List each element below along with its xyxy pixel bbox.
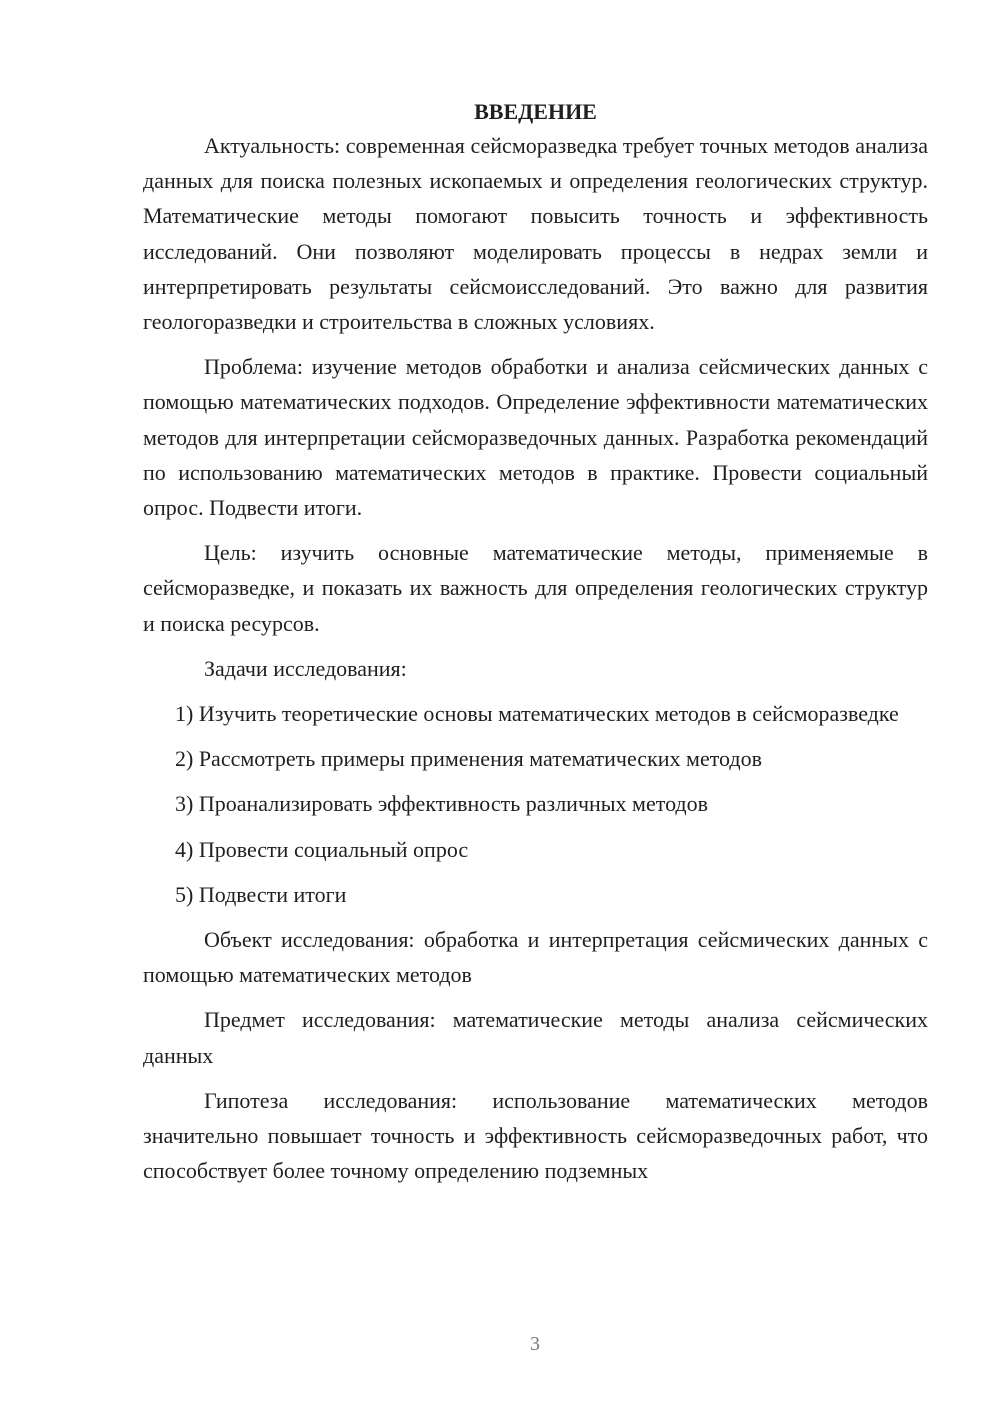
relevance-paragraph: Актуальность: современная сейсморазведка требует точных методов анализа данных для поиска полезных ископаемых и определения геологических структур. Математические методы помогают повысить точность и эффективность исследований. Они позволяют моделировать процессы в недрах земли и интерпретировать результаты сейсмоисследований. Это важно для развития геологоразведки и строительства в сложных условиях. xyxy=(143,133,928,335)
goal-paragraph: Цель: изучить основные математические методы, применяемые в сейсморазведке, и показать их важность для определения геологических структур и поиска ресурсов. xyxy=(143,540,928,636)
task-item-2: 2) Рассмотреть примеры применения математических методов xyxy=(175,746,762,772)
hypothesis-paragraph: Гипотеза исследования: использование математических методов значительно повышает точность и эффективность сейсморазведочных работ, что способствует более точному определению подземных xyxy=(143,1087,928,1184)
task-item-1: 1) Изучить теоретические основы математических методов в сейсморазведке xyxy=(175,701,899,727)
object-paragraph: Объект исследования: обработка и интерпретация сейсмических данных с помощью математических методов xyxy=(143,927,928,988)
tasks-title: Задачи исследования: xyxy=(204,655,407,681)
task-item-3: 3) Проанализировать эффективность различных методов xyxy=(175,791,709,817)
page-number: 3 xyxy=(530,1333,540,1355)
task-item-4: 4) Провести социальный опрос xyxy=(175,836,469,862)
section-heading: ВВЕДЕНИЕ xyxy=(474,99,597,124)
document-body xyxy=(143,96,928,1198)
task-item-5: 5) Подвести итоги xyxy=(175,881,347,907)
problem-paragraph: Проблема: изучение методов обработки и анализа сейсмических данных с помощью математических подходов. Определение эффективности математических методов для интерпретации сейсморазведочных данных. Разработка рекомендаций по использованию математических методов в практике. Провести социальный опрос. Подвести итоги. xyxy=(143,354,928,521)
subject-paragraph: Предмет исследования: математические методы анализа сейсмических данных xyxy=(143,1007,928,1068)
